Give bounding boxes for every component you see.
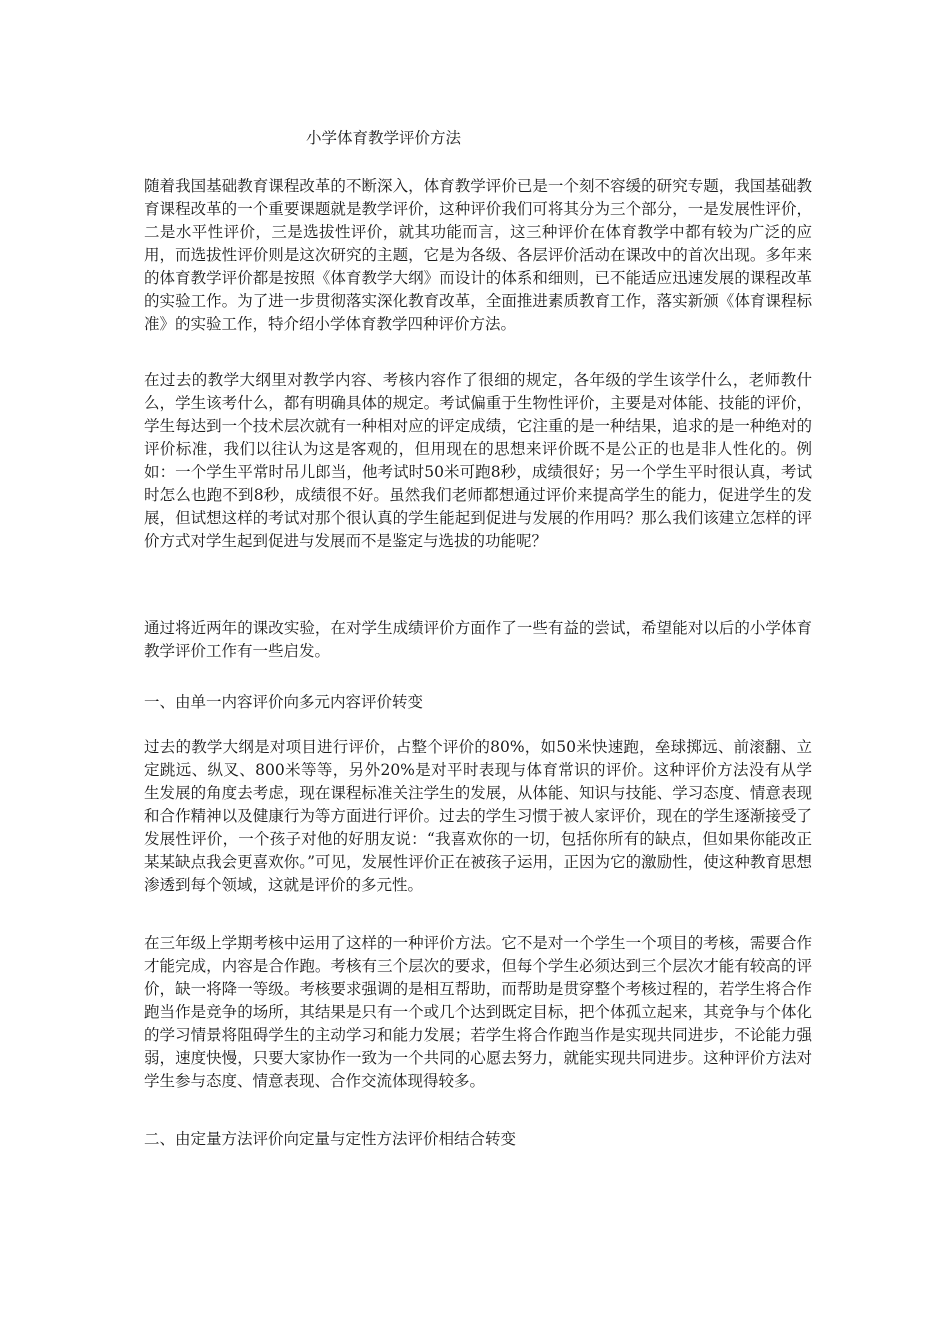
experiment-paragraph: 通过将近两年的课改实验，在对学生成绩评价方面作了一些有益的尝试，希望能对以后的小学体育教学评价工作有一些启发。 <box>144 619 812 660</box>
section-1-paragraph-2: 在三年级上学期考核中运用了这样的一种评价方法。它不是对一个学生一个项目的考核，需要合作才能完成，内容是合作跑。考核有三个层次的要求，但每个学生必须达到三个层次才能有较高的评价，缺一将降一等级。考核要求强调的是相互帮助，而帮助是贯穿整个考核过程的，若学生将合作跑当作是竞争的场所，其结果是只有一个或几个达到既定目标，把个体孤立起来，其竞争与个体化的学习情景将阻碍学生的主动学习和能力发展；若学生将合作跑当作是实现共同进步，不论能力强弱，速度快慢，只要大家协作一致为一个共同的心愿去努力，就能实现共同进步。这种评价方法对学生参与态度、情意表现、合作交流体现得较多。 <box>144 934 812 1090</box>
section-1-paragraph-1: 过去的教学大纲是对项目进行评价，占整个评价的80%，如50米快速跑，垒球掷远、前滚翻、立定跳远、纵叉、800米等等，另外20%是对平时表现与体育常识的评价。这种评价方法没有从学生发展的角度去考虑，现在课程标准关注学生的发展，从体能、知识与技能、学习态度、情意表现和合作精神以及健康行为等方面进行评价。过去的学生习惯于被人家评价，现在的学生逐渐接受了发展性评价，一个孩子对他的好朋友说：“我喜欢你的一切，包括你所有的缺点，但如果你能改正某某缺点我会更喜欢你。”可见，发展性评价正在被孩子运用，正因为它的激励性，使这种教育思想渗透到每个领域，这就是评价的多元性。 <box>144 738 812 894</box>
section-heading-2: 二、由定量方法评价向定量与定性方法评价相结合转变 <box>144 1130 517 1148</box>
document-title: 小学体育教学评价方法 <box>306 129 462 147</box>
background-paragraph: 在过去的教学大纲里对教学内容、考核内容作了很细的规定，各年级的学生该学什么，老师教什么，学生该考什么，都有明确具体的规定。考试偏重于生物性评价，主要是对体能、技能的评价，学生每达到一个技术层次就有一种相对应的评定成绩，它注重的是一种结果，追求的是一种绝对的评价标准，我们以往认为这是客观的，但用现在的思想来评价既不是公正的也是非人性化的。例如：一个学生平常时吊儿郎当，他考试时50米可跑8秒，成绩很好；另一个学生平时很认真，考试时怎么也跑不到8秒，成绩很不好。虽然我们老师都想通过评价来提高学生的能力，促进学生的发展，但试想这样的考试对那个很认真的学生能起到促进与发展的作用吗？那么我们该建立怎样的评价方式对学生起到促进与发展而不是鉴定与选拔的功能呢？ <box>144 371 812 550</box>
intro-paragraph: 随着我国基础教育课程改革的不断深入，体育教学评价已是一个刻不容缓的研究专题，我国基础教育课程改革的一个重要课题就是教学评价，这种评价我们可将其分为三个部分，一是发展性评价，二是水平性评价，三是选拔性评价，就其功能而言，这三种评价在体育教学中都有较为广泛的应用，而选拔性评价则是这次研究的主题，它是为各级、各层评价活动在课改中的首次出现。多年来的体育教学评价都是按照《体育教学大纲》而设计的体系和细则，已不能适应迅速发展的课程改革的实验工作。为了进一步贯彻落实深化教育改革，全面推进素质教育工作，落实新颁《体育课程标准》的实验工作，特介绍小学体育教学四种评价方法。 <box>144 177 812 333</box>
section-heading-1: 一、由单一内容评价向多元内容评价转变 <box>144 693 424 711</box>
